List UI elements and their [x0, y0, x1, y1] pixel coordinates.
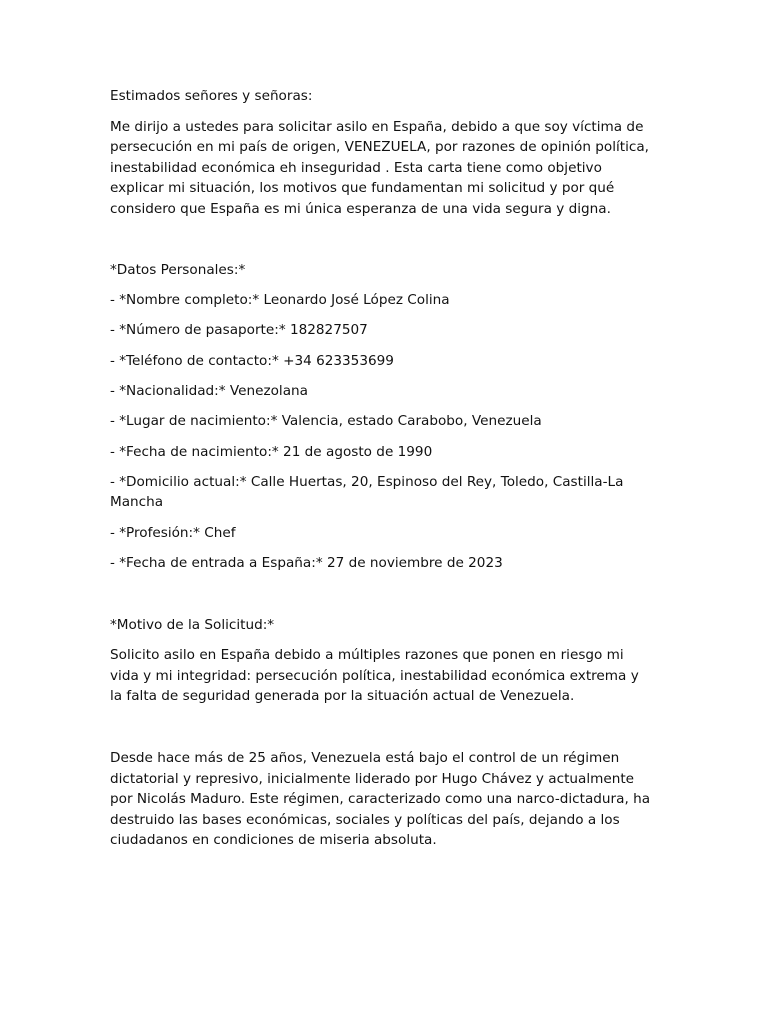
- field-passport-number: - *Número de pasaporte:* 182827507: [110, 322, 368, 339]
- field-birthdate: - *Fecha de nacimiento:* 21 de agosto de 1990: [110, 443, 433, 460]
- field-nationality: - *Nacionalidad:* Venezolana: [110, 383, 308, 399]
- field-birthplace: - *Lugar de nacimiento:* Valencia, estado Carabobo, Venezuela: [110, 413, 542, 430]
- field-address: - *Domicilio actual:* Calle Huertas, 20, Espinoso del Rey, Toledo, Castilla-La Mancha: [110, 473, 624, 511]
- spacer: [110, 220, 655, 260]
- motive-paragraph: Solicito asilo en España debido a múltiples razones que ponen en riesgo mi vida y mi integridad: persecución política, inestabilidad económica extrema y la falta de seguridad generada por la situación actual de Venezuela.: [110, 647, 639, 705]
- intro-paragraph: Me dirijo a ustedes para solicitar asilo en España, debido a que soy víctima de persecución en mi país de origen, VENEZUELA, por razones de opinión política, inestabilidad económica eh inseguridad . Esta carta tiene como objetivo explicar mi situación, los motivos que fundamentan mi solicitud y por qué considero que España es mi única esperanza de una vida segura y digna.: [110, 118, 649, 217]
- greeting: Estimados señores y señoras:: [110, 88, 313, 104]
- field-entry-date: - *Fecha de entrada a España:* 27 de noviembre de 2023: [110, 555, 503, 571]
- spacer: [110, 707, 655, 748]
- personal-data-heading: *Datos Personales:*: [110, 261, 246, 278]
- field-phone: - *Teléfono de contacto:* +34 623353699: [110, 352, 394, 369]
- motive-heading: *Motivo de la Solicitud:*: [110, 616, 275, 633]
- spacer: [110, 574, 655, 615]
- field-profession: - *Profesión:* Chef: [110, 524, 236, 541]
- context-paragraph: Desde hace más de 25 años, Venezuela está bajo el control de un régimen dictatorial y represivo, inicialmente liderado por Hugo Chávez y actualmente por Nicolás Maduro. Este régimen, caracterizado como una narco-dictadura, ha destruido las bases económicas, sociales y políticas del país, dejando a los ciudadanos en condiciones de miseria absoluta.: [110, 749, 651, 849]
- letter-page: [110, 86, 655, 851]
- field-full-name: - *Nombre completo:* Leonardo José López Colina: [110, 292, 450, 309]
